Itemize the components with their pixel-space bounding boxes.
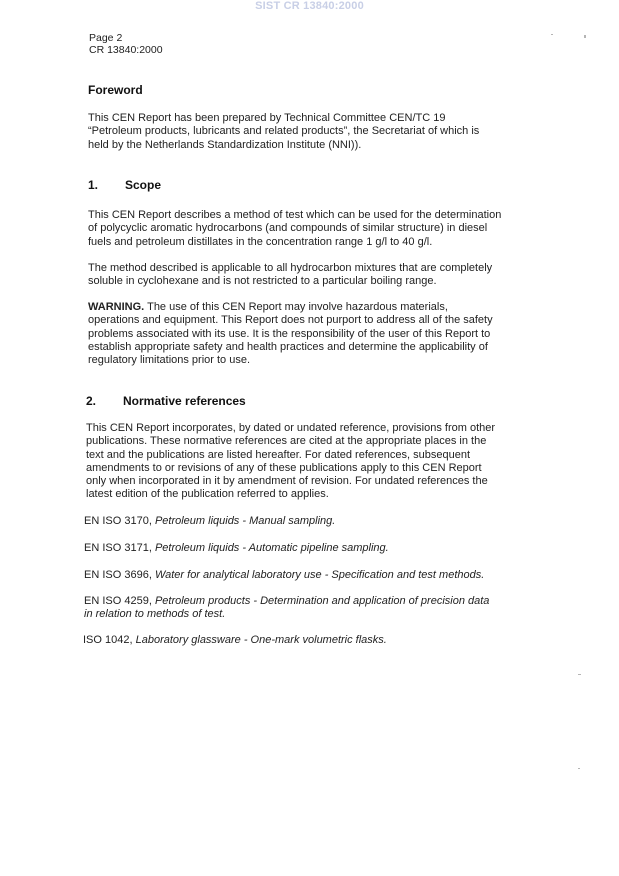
text-line: only when incorporated in it by amendment of revision. For undated references the xyxy=(86,475,488,488)
scan-speck xyxy=(578,768,580,769)
text-line: latest edition of the publication referred to applies. xyxy=(86,488,329,501)
text-line: operations and equipment. This Report does not purport to address all of the safety xyxy=(88,314,493,327)
text-line: fuels and petroleum distillates in the concentration range 1 g/l to 40 g/l. xyxy=(88,235,433,248)
text-line: held by the Netherlands Standardization Institute (NNI)). xyxy=(88,138,362,151)
normative-heading: Normative references xyxy=(123,394,246,408)
reference-title: Laboratory glassware - One-mark volumetric flasks. xyxy=(135,634,387,646)
reference-item xyxy=(84,542,529,555)
text-line: This CEN Report describes a method of test which can be used for the determination xyxy=(88,209,502,221)
scope-number: 1. xyxy=(88,178,99,192)
text-line xyxy=(84,608,529,621)
scope-paragraph xyxy=(88,209,533,249)
warning-label: WARNING. xyxy=(88,301,145,313)
scan-speck xyxy=(551,34,553,35)
text-line: soluble in cyclohexane and is not restricted to a particular boiling range. xyxy=(88,275,437,288)
reference-code: EN ISO 3171, xyxy=(84,542,152,554)
reference-code: EN ISO 3696, xyxy=(84,569,152,581)
text-line: establish appropriate safety and health practices and determine the applicability of xyxy=(88,340,488,353)
reference-title: Petroleum liquids - Manual sampling. xyxy=(154,515,336,527)
reference-title-continued: in relation to methods of test. xyxy=(84,608,226,621)
foreword-heading: Foreword xyxy=(88,83,143,97)
normative-number: 2. xyxy=(86,394,97,408)
text-line: This CEN Report incorporates, by dated or undated reference, provisions from other xyxy=(86,422,496,434)
warning-text: The use of this CEN Report may involve hazardous materials, xyxy=(147,301,448,313)
text-line xyxy=(84,595,529,608)
scan-speck xyxy=(584,35,586,38)
scope-heading: Scope xyxy=(125,178,162,192)
text-line: of polycyclic aromatic hydrocarbons (and compounds of similar structure) in diesel xyxy=(88,222,488,235)
reference-code: EN ISO 4259, xyxy=(84,595,152,607)
applicability-paragraph xyxy=(88,262,533,289)
text-line: problems associated with its use. It is the responsibility of the user of this Report to xyxy=(88,327,491,340)
reference-item xyxy=(84,569,529,582)
foreword-paragraph xyxy=(88,112,533,152)
scan-speck xyxy=(578,674,581,675)
reference-title: Water for analytical laboratory use - Specification and test methods. xyxy=(154,569,485,581)
page-number: Page 2 xyxy=(89,32,123,44)
reference-item xyxy=(83,634,528,647)
watermark: SIST CR 13840:2000 xyxy=(255,0,364,12)
text-line: This CEN Report has been prepared by Technical Committee CEN/TC 19 xyxy=(88,112,446,124)
text-line xyxy=(88,301,533,314)
text-line: “Petroleum products, lubricants and related products”, the Secretariat of which is xyxy=(88,125,480,138)
text-line: publications. These normative references are cited at the appropriate places in the xyxy=(86,435,487,448)
text-line: amendments to or revisions of any of these publications apply to this CEN Report xyxy=(86,461,482,474)
text-line: text and the publications are listed hereafter. For dated references, subsequent xyxy=(86,448,471,461)
normative-paragraph xyxy=(86,422,536,502)
reference-title: Petroleum products - Determination and application of precision data xyxy=(154,595,490,607)
reference-item xyxy=(84,595,529,622)
document-id: CR 13840:2000 xyxy=(89,44,163,56)
warning-paragraph xyxy=(88,301,533,367)
reference-code: ISO 1042, xyxy=(83,634,133,646)
text-line: regulatory limitations prior to use. xyxy=(88,354,251,367)
reference-item xyxy=(84,515,529,528)
text-line: The method described is applicable to all hydrocarbon mixtures that are completely xyxy=(88,262,493,274)
reference-code: EN ISO 3170, xyxy=(84,515,152,527)
reference-title: Petroleum liquids - Automatic pipeline sampling. xyxy=(154,542,389,554)
